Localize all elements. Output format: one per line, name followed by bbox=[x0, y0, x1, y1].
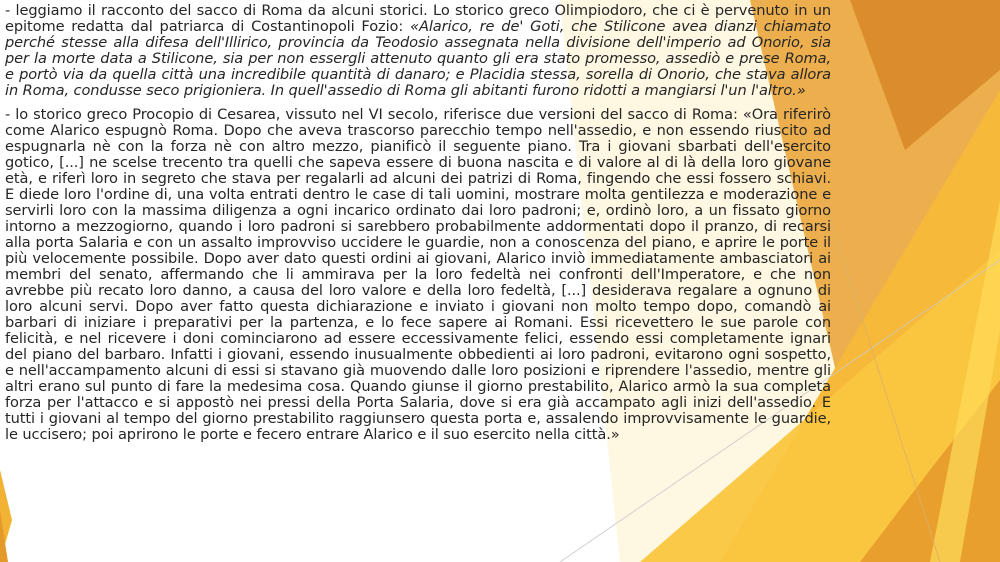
paragraph-intro: - leggiamo il racconto del sacco di Roma da alcuni storici. Lo storico greco Olimpiodoro, che ci è pervenuto in un epitome redatta dal patriarca di Costantinopoli Fozio: bbox=[5, 2, 831, 35]
paragraph-olimpiodoro bbox=[5, 3, 831, 99]
paragraph-intro: - lo storico greco Procopio di Cesarea, vissuto nel VI secolo, riferisce due versioni del sacco di Roma: bbox=[5, 106, 743, 123]
quotation-olimpiodoro: «Alarico, re de' Goti, che Stilicone avea dianzi chiamato perché stesse alla difesa dell'Illirico, provincia da Teodosio assegnata nella divisione dell'imperio ad Onorio, sia per la morte data a Stilicone, sia per non essergli attenuto quanto gli era stato promesso, assediò e prese Roma, e portò via da quella città una incredibile quantità di danaro; e Placidia stessa, sorella di Onorio, che stava allora in Roma, condusse seco prigioniera. In quell'assedio di Roma gli abitanti furono ridotti a mangiarsi l'un l'altro.» bbox=[5, 18, 831, 99]
paragraph-procopio bbox=[5, 107, 831, 443]
slide-body bbox=[5, 3, 831, 443]
quotation-procopio: «Ora riferirò come Alarico espugnò Roma. Dopo che aveva trascorso parecchio tempo nell'assedio, e non essendo riuscito ad espugnarla nè con la forza nè con altro mezzo, pianificò il seguente piano. Tra i giovani sbarbati dell'esercito gotico, [...] ne scelse trecento tra quelli che sapeva essere di buona nascita e di valore al di là della loro giovane età, e riferì loro in segreto che stava per regalarli ad alcuni dei patrizi di Roma, fingendo che essi fossero schiavi. E diede loro l'ordine di, una volta entrati dentro le case di tali uomini, mostrare molta gentilezza e moderazione e servirli loro con la massima diligenza a ogni incarico ordinato dai loro padroni; e, ordinò loro, a un fissato giorno intorno a mezzogiorno, quando i loro padroni si sarebbero probabilmente addormentati dopo il pranzo, di recarsi alla porta Salaria e con un assalto improvviso uccidere le guardie, non a conoscenza del piano, e aprire le porte il più velocemente possibile. Dopo aver dato questi ordini ai giovani, Alarico inviò immediatamente ambasciatori ai membri del senato, affermando che li ammirava per la loro fedeltà nei confronti dell'Imperatore, e che non avrebbe più recato loro danno, a causa del loro valore e della loro fedeltà, [...] desiderava regalare a ognuno di loro alcuni servi. Dopo aver fatto questa dichiarazione e inviato i giovani non molto tempo dopo, comandò ai barbari di iniziare i preparativi per la partenza, e lo fece sapere ai Romani. Essi ricevettero le sue parole con felicità, e nel ricevere i doni cominciarono ad essere eccessivamente felici, essendo essi completamente ignari del piano del barbaro. Infatti i giovani, essendo inusualmente obbedienti ai loro padroni, evitarono ogni sospetto, e nell'accampamento alcuni di essi si stavano già muovendo dalle loro posizioni e riprendere l'assedio, mentre gli altri erano sul punto di fare la medesima cosa. Quando giunse il giorno prestabilito, Alarico armò la sua completa forza per l'attacco e si appostò nei pressi della Porta Salaria, dove si era già accampato agli inizi dell'assedio. E tutti i giovani al tempo del giorno prestabilito raggiunsero questa porta e, assalendo improvvisamente le guardie, le uccisero; poi aprirono le porte e fecero entrare Alarico e il suo esercito nella città.» bbox=[5, 106, 831, 443]
